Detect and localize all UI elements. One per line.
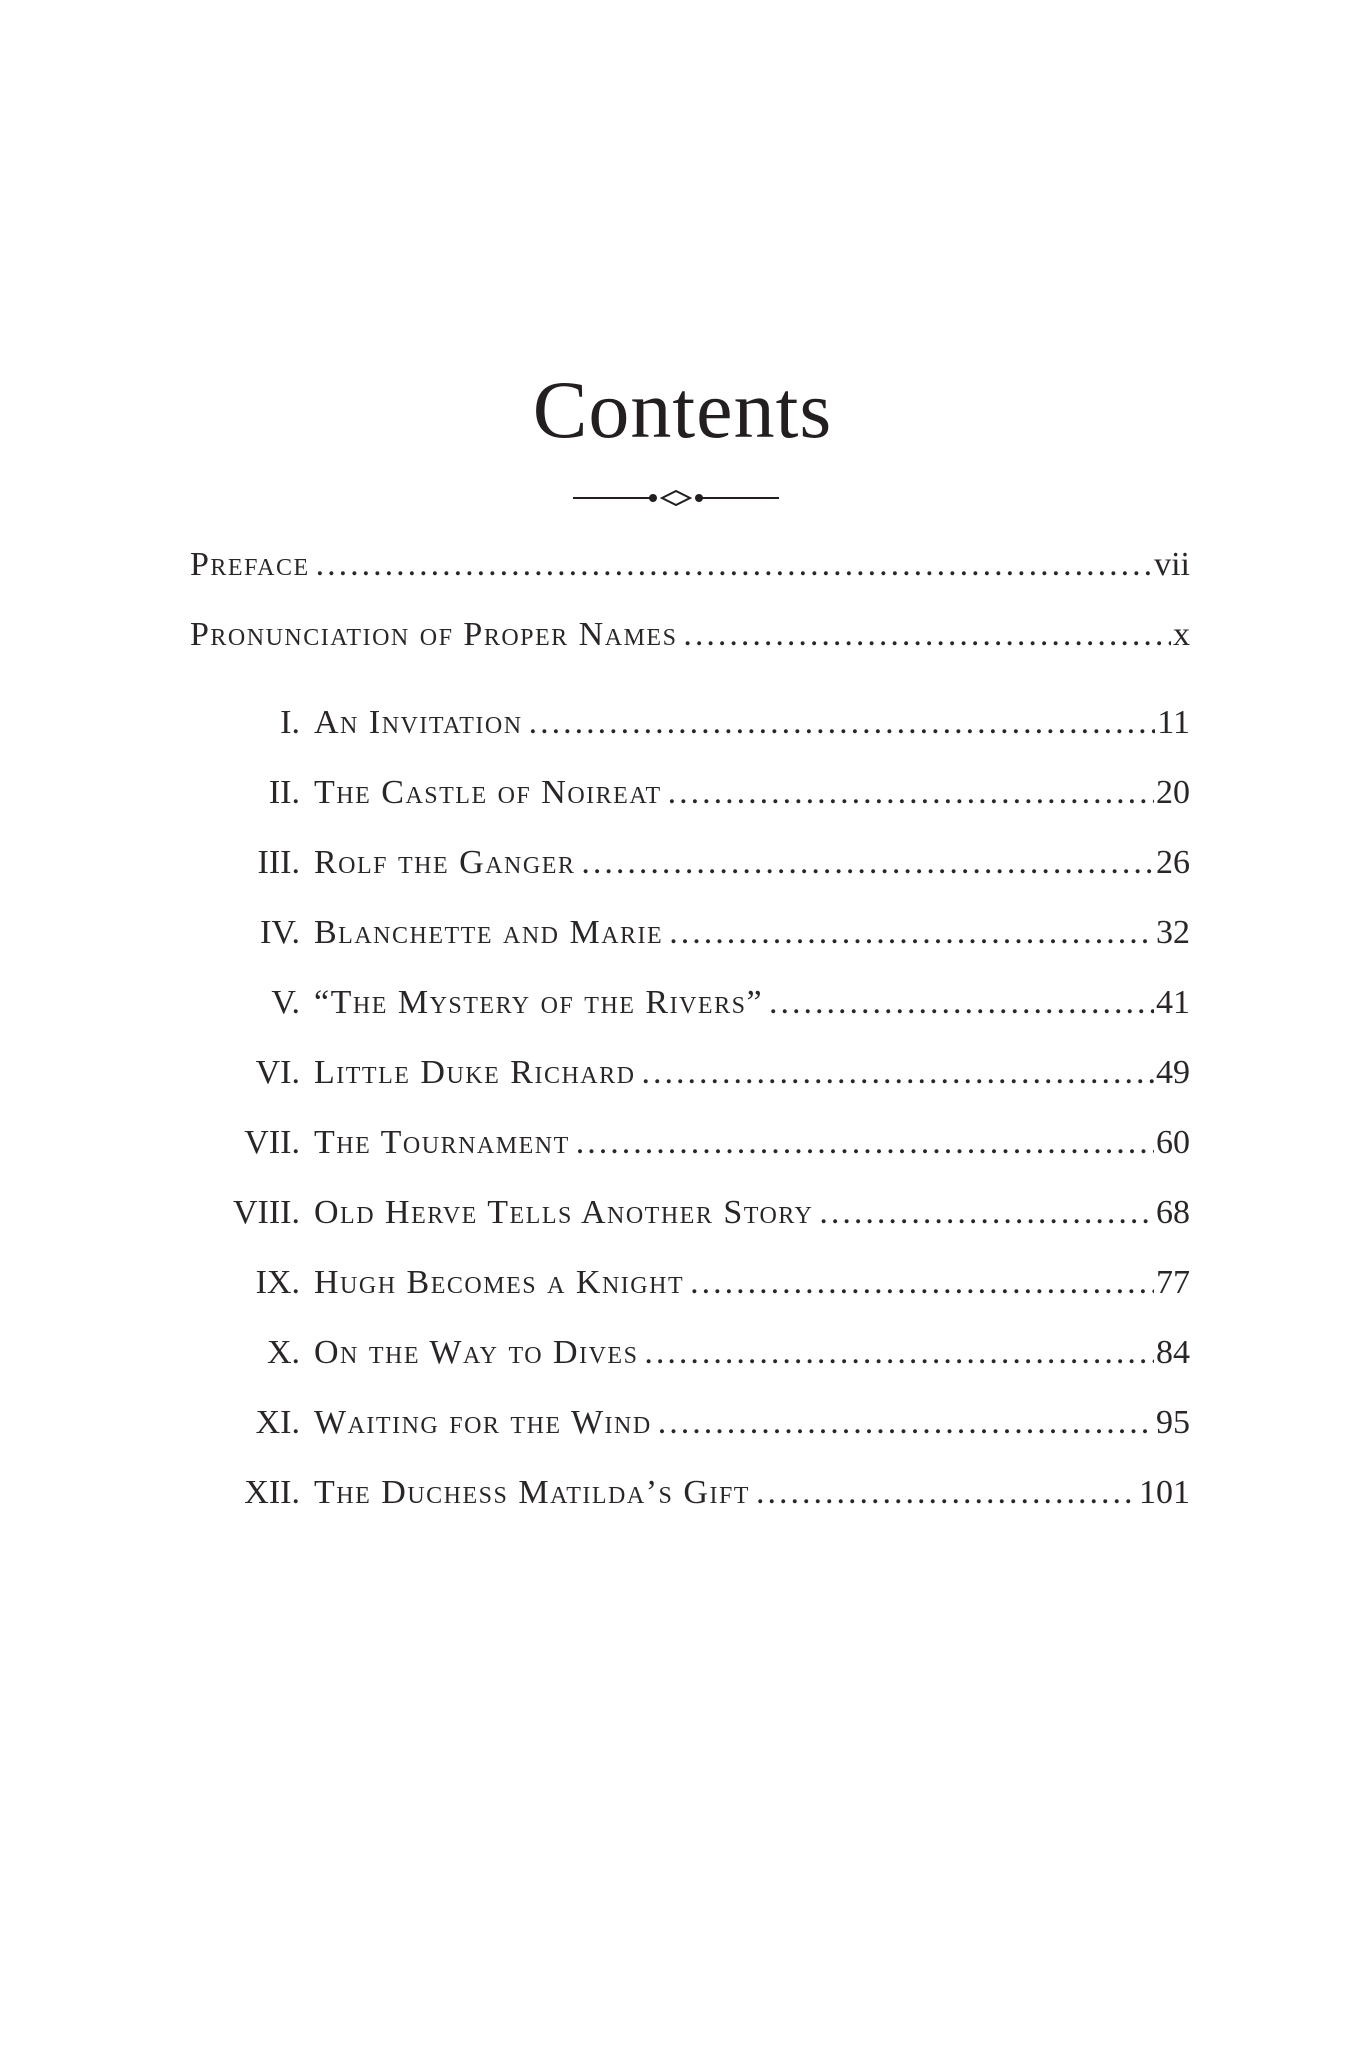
chapter-title: Little Duke Richard — [314, 1054, 636, 1091]
chapter-number: XI. — [255, 1404, 300, 1441]
dot-leader — [576, 1118, 1154, 1168]
toc-entry-label: Preface — [190, 546, 310, 583]
toc-chapter-row[interactable] — [190, 838, 1190, 888]
chapter-page: 26 — [1156, 844, 1190, 881]
dot-leader — [658, 1398, 1154, 1448]
toc-chapter-row[interactable] — [190, 1468, 1190, 1518]
chapter-title: “The Mystery of the Rivers” — [314, 984, 764, 1021]
toc-entry-label: Pronunciation of Proper Names — [190, 616, 678, 653]
chapter-title: The Tournament — [314, 1124, 570, 1161]
chapter-title: On the Way to Dives — [314, 1334, 639, 1371]
ornament-divider-icon — [573, 486, 779, 510]
chapter-page: 95 — [1156, 1404, 1190, 1441]
toc-entry-preface[interactable] — [190, 540, 1190, 590]
dot-leader — [581, 838, 1154, 888]
dot-leader — [690, 1258, 1154, 1308]
chapter-page: 11 — [1157, 704, 1190, 741]
chapter-page: 20 — [1156, 774, 1190, 811]
toc-chapter-row[interactable] — [190, 1398, 1190, 1448]
page-title: Contents — [532, 364, 833, 455]
toc-chapter-row[interactable] — [190, 1118, 1190, 1168]
toc-chapter-row[interactable] — [190, 698, 1190, 748]
chapter-number: IV. — [260, 914, 300, 951]
chapter-title: Old Herve Tells Another Story — [314, 1194, 814, 1231]
chapter-page: 49 — [1156, 1054, 1190, 1091]
toc-chapter-row[interactable] — [190, 1328, 1190, 1378]
chapter-number: XII. — [244, 1474, 300, 1511]
toc-chapter-row[interactable] — [190, 1048, 1190, 1098]
toc-chapter-row[interactable] — [190, 908, 1190, 958]
dot-leader — [644, 1328, 1154, 1378]
dot-leader — [756, 1468, 1137, 1518]
chapter-number: IX. — [255, 1264, 300, 1301]
chapter-page: 41 — [1156, 984, 1190, 1021]
chapter-title: An Invitation — [314, 704, 523, 741]
dot-leader — [669, 908, 1154, 958]
dot-leader — [683, 610, 1171, 660]
chapter-number: II. — [268, 774, 300, 811]
toc-chapter-row[interactable] — [190, 768, 1190, 818]
chapter-page: 68 — [1156, 1194, 1190, 1231]
toc-chapter-row[interactable] — [190, 1188, 1190, 1238]
chapter-title: Hugh Becomes a Knight — [314, 1264, 685, 1301]
chapter-title: The Castle of Noireat — [314, 774, 662, 811]
toc-entry-page: x — [1173, 616, 1190, 653]
dot-leader — [529, 698, 1156, 748]
chapter-page: 60 — [1156, 1124, 1190, 1161]
chapter-number: V. — [271, 984, 300, 1021]
dot-leader — [641, 1048, 1154, 1098]
dot-leader — [769, 978, 1154, 1028]
dot-leader — [316, 540, 1152, 590]
chapter-number: I. — [280, 704, 300, 741]
chapter-page: 101 — [1139, 1474, 1190, 1511]
chapter-page: 77 — [1156, 1264, 1190, 1301]
chapter-title: Rolf the Ganger — [314, 844, 576, 881]
chapter-number: VII. — [244, 1124, 300, 1161]
chapter-number: X. — [266, 1334, 300, 1371]
chapter-title: Waiting for the Wind — [314, 1404, 652, 1441]
chapter-number: VIII. — [232, 1194, 300, 1231]
chapter-page: 84 — [1156, 1334, 1190, 1371]
chapter-page: 32 — [1156, 914, 1190, 951]
toc-chapter-row[interactable] — [190, 978, 1190, 1028]
chapter-title: The Duchess Matilda’s Gift — [314, 1474, 750, 1511]
dot-leader — [819, 1188, 1154, 1238]
chapter-number: VI. — [255, 1054, 300, 1091]
toc-chapter-row[interactable] — [190, 1258, 1190, 1308]
chapter-title: Blanchette and Marie — [314, 914, 664, 951]
chapter-number: III. — [257, 844, 300, 881]
toc-entry-page: vii — [1154, 546, 1190, 583]
toc-entry-pronunciation[interactable] — [190, 610, 1190, 660]
dot-leader — [668, 768, 1154, 818]
